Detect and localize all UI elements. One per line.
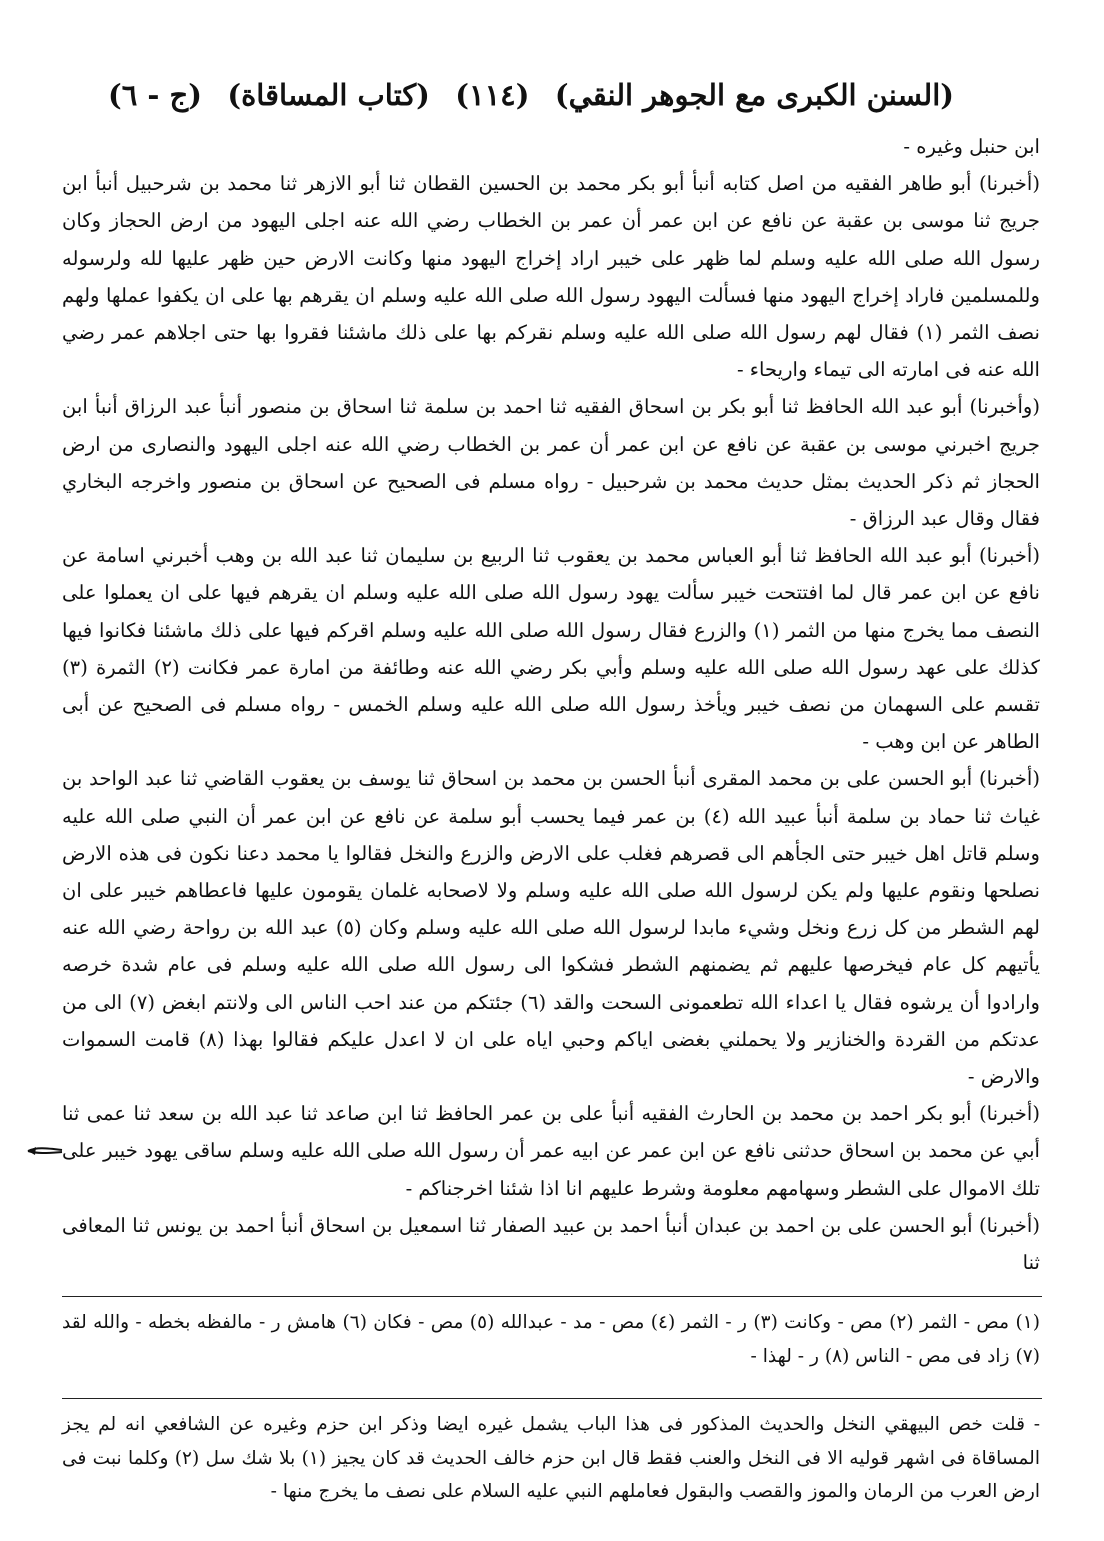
- book-title: (السنن الكبرى مع الجوهر النقي): [554, 78, 954, 112]
- commentary: [62, 1408, 1040, 1509]
- margin-arrow-icon: [26, 1144, 64, 1158]
- volume-number: (ج - ٦): [108, 78, 202, 112]
- footnotes: [62, 1306, 1040, 1374]
- footnote-line: (١) مص - الثمر (٢) مص - وكانت (٣) ر - الثمر (٤) مص - مد - عبدالله (٥) مص - فكان (٦) هامش ر - مالفظه بخطه - والله لقد (٧) زاد فى مص - الناس (٨) ر - لهذا -: [62, 1312, 1040, 1367]
- paragraph: (أخبرنا) أبو الحسن على بن احمد بن عبدان أنبأ احمد بن عبيد الصفار ثنا اسمعيل بن اسحاق أنبأ احمد بن يونس ثنا المعافى ثنا: [62, 1213, 1040, 1275]
- commentary-divider: [62, 1398, 1042, 1399]
- running-header: [108, 70, 954, 120]
- main-text: [62, 128, 1040, 1281]
- paragraph: (أخبرنا) أبو بكر احمد بن محمد بن الحارث الفقيه أنبأ على بن عمر الحافظ ثنا ابن صاعد ثنا عبد الله بن سعد ثنا عمى ثنا أبي عن محمد بن اسحاق حدثنى نافع عن ابن عمر عن ابيه عمر أن رسول الله صلى الله عليه وسلم ساقى يهود خيبر على تلك الاموال على الشطر وسهامهم معلومة وشرط عليهم انا اذا شئنا اخرجناكم -: [62, 1102, 1040, 1200]
- paragraph: (أخبرنا) أبو الحسن على بن محمد المقرى أنبأ الحسن بن محمد بن اسحاق ثنا يوسف بن يعقوب القاضي ثنا عبد الواحد بن غياث ثنا حماد بن سلمة أنبأ عبيد الله (٤) بن عمر فيما يحسب أبو سلمة عن نافع عن ابن عمر أن النبي صلى الله عليه وسلم قاتل اهل خيبر حتى الجأهم الى قصرهم فغلب على الارض والزرع والنخل فقالوا يا محمد دعنا نكون فى هذه الارض نصلحها ونقوم عليها ولم يكن لرسول الله صلى الله عليه وسلم ولا لاصحابه غلمان يقومون عليها فاعطاهم خيبر على ان لهم الشطر من كل زرع ونخل وشيء مابدا لرسول الله صلى الله عليه وسلم وكان (٥) عبد الله بن رواحة رضي الله عنه يأتيهم كل عام فيخرصها عليهم ثم يضمنهم الشطر فشكوا الى رسول الله صلى الله عليه وسلم فى عام شدة خرصه وارادوا أن يرشوه فقال يا اعداء الله تطعمونى السحت والقد (٦) جئتكم من عند احب الناس الى ولانتم ابغض (٧) الى من عدتكم من القردة والخنازير ولا يحملني بغضى اياكم وحبي اياه على ان لا اعدل عليكم فقالوا بهذا (٨) قامت السموات والارض -: [62, 767, 1041, 1089]
- paragraph: (أخبرنا) أبو عبد الله الحافظ ثنا أبو العباس محمد بن يعقوب ثنا الربيع بن سليمان ثنا عبد الله بن وهب أخبرني اسامة عن نافع عن ابن عمر قال لما افتتحت خيبر سألت يهود رسول الله صلى الله عليه وسلم ان يقرهم فيها على ان يعملوا على النصف مما يخرج منها من الثمر (١) والزرع فقال رسول الله صلى الله عليه وسلم اقركم فيها على ذلك ماشئنا فكانوا فيها كذلك على عهد رسول الله صلى الله عليه وسلم وأبي بكر رضي الله عنه وطائفة من امارة عمر فكانت (٢) الثمرة (٣) تقسم على السهمان من نصف خيبر ويأخذ رسول الله صلى الله عليه وسلم الخمس - رواه مسلم فى الصحيح عن أبى الطاهر عن ابن وهب -: [62, 544, 1040, 754]
- commentary-paragraph: - قلت خص البيهقي النخل والحديث المذكور فى هذا الباب يشمل غيره ايضا وذكر ابن حزم وغيره عن الشافعي انه لم يجز المساقاة فى اشهر قوليه الا فى النخل والعنب فقط قال ابن حزم خالف الحديث قد كان يجيز (١) بلا شك سل (٢) وكلما نبت فى ارض العرب من الرمان والموز والقصب والبقول فعاملهم النبي عليه السلام على نصف ما يخرج منها -: [62, 1414, 1040, 1502]
- footnote-divider: [62, 1296, 1042, 1297]
- paragraph: ابن حنبل وغيره -: [903, 135, 1040, 158]
- page-number: (١١٤): [455, 78, 530, 112]
- chapter-title: (كتاب المساقاة): [227, 78, 430, 112]
- paragraph: (وأخبرنا) أبو عبد الله الحافظ ثنا أبو بكر بن اسحاق الفقيه ثنا احمد بن سلمة ثنا اسحاق بن منصور أنبأ عبد الرزاق أنبأ ابن جريج اخبرني موسى بن عقبة عن نافع عن ابن عمر أن عمر بن الخطاب رضي الله عنه اجلى اليهود والنصارى من ارض الحجاز ثم ذكر الحديث بمثل حديث محمد بن شرحبيل - رواه مسلم فى الصحيح عن اسحاق بن منصور واخرجه البخاري فقال وقال عبد الرزاق -: [62, 395, 1040, 531]
- paragraph: (أخبرنا) أبو طاهر الفقيه من اصل كتابه أنبأ أبو بكر محمد بن الحسين القطان ثنا أبو الازهر ثنا محمد بن شرحبيل أنبأ ابن جريج ثنا موسى بن عقبة عن نافع عن ابن عمر أن عمر بن الخطاب رضي الله عنه اجلى اليهود من ارض الحجاز وكان رسول الله صلى الله عليه وسلم لما ظهر على خيبر اراد إخراج اليهود منها وكانت الارض حين ظهر عليها لله ولرسوله وللمسلمين فاراد إخراج اليهود منها فسألت اليهود رسول الله صلى الله عليه وسلم ان يقرهم بها على ان يكفوا عملها ولهم نصف الثمر (١) فقال لهم رسول الله صلى الله عليه وسلم نقركم بها على ذلك ماشئنا فقروا بها حتى اجلاهم عمر رضي الله عنه فى امارته الى تيماء واريحاء -: [62, 172, 1041, 382]
